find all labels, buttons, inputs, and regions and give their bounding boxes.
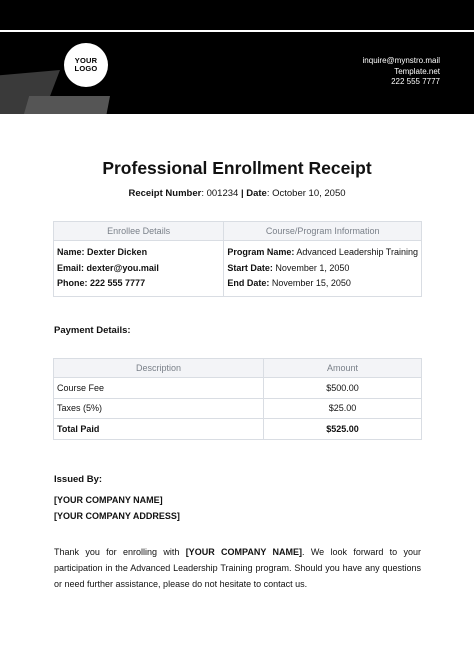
total-row (54, 419, 422, 440)
column-header-amount: Amount (264, 359, 422, 378)
field-value: 222 555 7777 (90, 278, 146, 288)
payment-description: Taxes (5%) (54, 398, 264, 419)
payment-table (53, 358, 422, 440)
meta-separator: | (240, 188, 244, 199)
table-header-row (54, 222, 422, 241)
payment-amount: $25.00 (264, 398, 422, 419)
table-header-row (54, 359, 422, 378)
course-info-cell (224, 241, 422, 297)
field-value: Dexter Dicken (87, 247, 148, 257)
field-label: Name: (57, 247, 85, 257)
receipt-meta: Receipt Number: 001234 | Date: October 10, 2050 (128, 188, 346, 199)
start-date (227, 261, 418, 277)
contact-info (363, 56, 440, 88)
closing-text: Thank you for enrolling with (54, 547, 186, 557)
header-banner (0, 0, 474, 114)
closing-text: . We look forward to your participation in the Advanced Leadership Training program. Should you have any questions or need further assistance, please do not hesitate to contact us. (54, 547, 422, 589)
field-label: Start Date: (227, 262, 273, 273)
closing-company-name: [YOUR COMPANY NAME] (185, 547, 303, 557)
issuer-company-address: [YOUR COMPANY ADDRESS] (54, 511, 180, 521)
header-divider (0, 30, 474, 32)
logo-text-line1: YOUR (74, 55, 98, 65)
contact-email: inquire@mynstro.mail (362, 56, 440, 65)
field-value: dexter@you.mail (86, 262, 159, 273)
receipt-number-value: 001234 (206, 188, 239, 199)
total-amount: $525.00 (264, 419, 422, 440)
payment-description: Course Fee (54, 378, 264, 399)
field-label: Program Name: (227, 247, 295, 257)
total-label: Total Paid (54, 419, 264, 440)
closing-message (54, 544, 421, 592)
receipt-date-value: October 10, 2050 (272, 188, 346, 199)
enrollee-details-cell (54, 241, 224, 297)
contact-website: Template.net (394, 66, 440, 76)
field-value: Advanced Leadership Training (296, 247, 418, 257)
field-value: November 1, 2050 (275, 262, 350, 273)
issuer-company-name: [YOUR COMPANY NAME] (54, 495, 163, 505)
program-name (227, 245, 418, 261)
enrollee-email (57, 261, 220, 277)
issued-by-heading: Issued By: (54, 474, 103, 485)
payment-details-heading: Payment Details: (54, 325, 131, 336)
field-value: November 15, 2050 (271, 278, 351, 288)
enrollment-table (53, 221, 422, 297)
receipt-number-label: Receipt Number (128, 188, 202, 199)
document-title: Professional Enrollment Receipt (102, 158, 372, 178)
column-header-enrollee: Enrollee Details (54, 222, 224, 241)
column-header-course: Course/Program Information (224, 222, 422, 241)
table-row (54, 398, 422, 419)
enrollee-name (57, 245, 220, 261)
table-row (54, 378, 422, 399)
table-row (54, 241, 422, 297)
column-header-description: Description (54, 359, 264, 378)
decorative-shape (24, 96, 110, 114)
field-label: Email: (57, 262, 85, 273)
field-label: Phone: (57, 278, 88, 288)
field-label: End Date: (227, 278, 270, 288)
contact-phone: 222 555 7777 (391, 77, 440, 86)
payment-amount: $500.00 (264, 378, 422, 399)
company-logo (64, 43, 108, 87)
enrollee-phone (57, 276, 220, 292)
end-date (227, 276, 418, 292)
receipt-date-label: Date (246, 188, 267, 199)
logo-text-line2: LOGO (74, 64, 98, 73)
